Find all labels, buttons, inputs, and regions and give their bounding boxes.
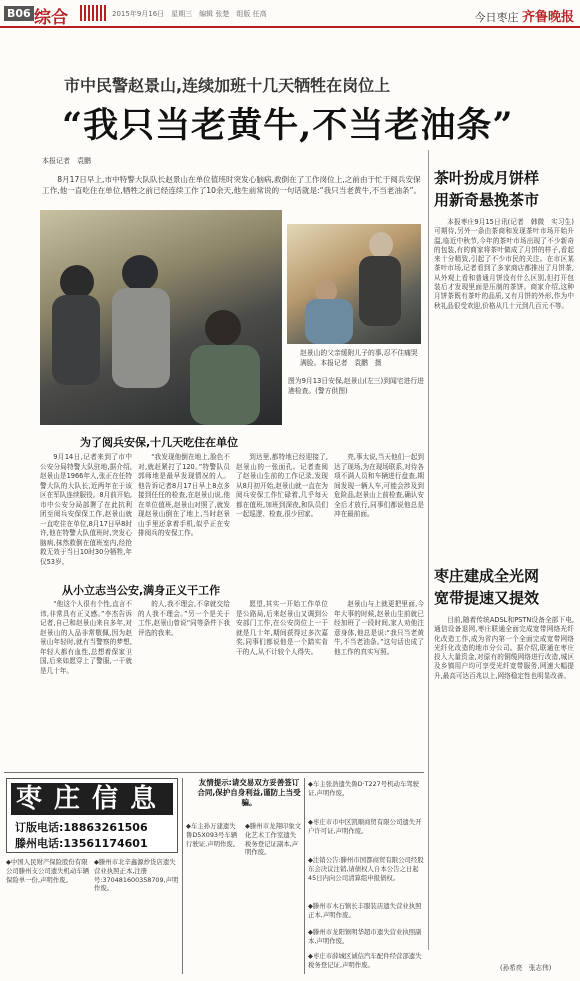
article-column: 的人,我不理会,不拿就交给的人我不理会。”另一个是关于工作,赵景山曾说“同等条件下我评选的我来。 xyxy=(138,600,230,637)
section-rule xyxy=(4,772,424,773)
classified-item: ◆中国人民财产保险股份有限公司滕州支公司遗失机动车辆保险单一份,声明作废。 xyxy=(6,858,90,884)
main-headline: “我只当老黄牛,不当老油条” xyxy=(62,105,514,146)
column-divider xyxy=(304,778,305,974)
article-column: 亮,事太说,当天他们一起到达了现场,为在现场联系,对待各项不满人员和车辆进行盘查,期间发现一辆人车,可能会涉及到危险品,赵景山上前检查,确认安全后才放行,同事们都说他总是冲在最前面。 xyxy=(334,453,424,518)
newspaper-brand: 今日枣庄 齐鲁晚报 xyxy=(474,10,574,25)
classified-banner xyxy=(6,778,178,853)
decorative-bars xyxy=(80,5,108,21)
order-phone: 订版电话:18863261506 xyxy=(15,821,148,834)
classified-item: ◆枣庄市市中区凯顺商贸有限公司遗失开户许可证,声明作废。 xyxy=(308,818,422,835)
broadband-headline-line1: 枣庄建成全光网 xyxy=(434,567,540,585)
byline: 本报记者 袁鹏 xyxy=(42,157,91,165)
section-heading-2: 从小立志当公安,满身正义干工作 xyxy=(62,584,221,597)
classified-item: ◆车主张浩遗失鲁D·T227号机动车驾驶证,声明作废。 xyxy=(308,780,420,797)
classified-title: 枣庄信息 xyxy=(11,783,173,815)
column-divider xyxy=(428,150,429,950)
broadband-author: (孙希亮 张志伟) xyxy=(500,964,552,972)
broadband-article-body: 目前,随着传统ADSL和PSTN设备全部下电,通信设备退网,枣庄联通全面完成宽带网络光纤化改造工作,成为省内第一个全面完成宽带网络光纤化改造的地市分公司。据介绍,联通在枣庄投入大量资金,对原有的铜缆网络进行改造,城区及乡镇用户均可享受光纤宽带服务,网速大幅提升,最高可达百兆以上,网络稳定性也明显改善。 xyxy=(434,616,574,680)
fraud-notice: 友情提示:请交易双方妥善签订合同,保护自身利益,谨防上当受骗。 xyxy=(197,778,301,807)
section-heading-1: 为了阅兵安保,十几天吃住在单位 xyxy=(80,436,239,449)
broadband-headline-line2: 宽带提速又提效 xyxy=(434,589,540,607)
article-column: 愿望,其实一开始工作单位是公路局,后来赵景山又调到公安部门工作,在公安岗位上一干就是几十年,期间获得过多次嘉奖,同事们都说他是一个踏实肯干的人,从不计较个人得失。 xyxy=(236,600,328,656)
photo-caption-father: 赵景山的父亲缓附儿子的事,忍不住痛哭满脸。本报记者 袁鹏 摄 xyxy=(300,349,418,367)
father-grieving-photo xyxy=(287,224,421,344)
classified-item: ◆车主孙万建遗失鲁D5X093号车辆行驶证,声明作废。 xyxy=(186,822,240,848)
article-column: 到达里,都特地已经迎接了,赵景山的一张面孔。记者查阅了赵景山生前的工作记录,发现从8月初开始,赵景山就一直在为阅兵安保工作忙碌着,几乎每天都在值班,加班到深夜,和队员们一起巡逻、检查,很少回家。 xyxy=(236,453,328,518)
article-column: “我发现他倒在地上,脸色不对,就赶紧打了120。”特警队员郭师地是最早发现情况的人。他告诉记者8月17日早上8点多接到任任的检查,在赵景山说,他在单位值班,赵景山对照了,就发现赵景山倒在了地上,当时赵景山手里还拿着手机,似乎正在安排阅兵的安保工作。 xyxy=(138,453,230,537)
classified-item: ◆滕州市龙阳镇明华超市遗失营业执照副本,声明作废。 xyxy=(308,928,422,945)
article-column: 赵景山与上就更把里面,今年大事的时候,赵景山生前就已经加班了一段时间,家人劝他注意身体,他总是说:“我只当老黄牛,不当老油条。”这句话也成了他工作的真实写照。 xyxy=(334,600,424,656)
article-column: “他这个人很有个性,直言不讳,非常具有正义感。”李杰告诉记者,自己和赵景山来自多年,对赵景山的人品非常敬佩,因为赵景山年轻时,就有当警察的梦想,年轻人都有血性,总想着保家卫国,后来如愿穿上了警服,一干就是几十年。 xyxy=(40,600,132,675)
classified-item: ◆滕州市木石镇长丰服装店遗失营业执照正本,声明作废。 xyxy=(308,902,422,919)
issue-meta: 2015年9月16日 星期三 编辑 张楚 组版 任高 xyxy=(112,10,267,18)
classified-item: ◆枣庄市薛城区诚信汽车配件经营部遗失税务登记证,声明作废。 xyxy=(308,952,422,969)
tea-article-body: 本报枣庄9月15日讯(记者 韩微 实习生)可期待,另外一条由茶商和发现茶叶市场开始升温,临近中秋节,今年的茶叶市场出现了不少新奇的包装,有的商家将茶叶做成了月饼的样子,看起来十分精致,引起了不少市民的关注。在市区某茶叶市场,记者看到了多家商店都推出了月饼茶,从外观上看和普通月饼没有什么区别,但打开包装后才发现里面是压制的茶饼。商家介绍,这种月饼茶既有茶叶的品质,又有月饼的外形,作为中秋礼品很受欢迎,价格从几十元到几百元不等。 xyxy=(434,218,574,310)
police-officers-photo xyxy=(40,210,282,425)
classified-item: ◆滕州市龙翔印象文化艺术工作室遗失税务登记证副本,声明作废。 xyxy=(245,822,302,857)
column-divider xyxy=(182,778,183,974)
sub-headline: 市中民警赵景山,连续加班十几天牺牲在岗位上 xyxy=(64,76,391,95)
tea-headline-line1: 茶叶扮成月饼样 xyxy=(434,169,540,187)
photo-caption-police: 图为9月13日安保,赵景山(左三)到闻宅进行进港检查。(警方供图) xyxy=(288,377,424,395)
lead-paragraph: 8月17日早上,市中特警大队队长赵景山在单位值班时突发心脑病,救倒在了工作岗位上,之前由于忙于阅兵安保工作,他一直吃住在单位,牺牲之前已经连续工作了10余天,他生前常说的一句话就是:“我只当老黄牛,不当老油条”。 xyxy=(42,175,422,195)
article-column: 9月14日,记者来到了市中公安分局特警大队驻地,据介绍,赵景山是1966年人,张正在任特警大队的大队长,近两年在于该区在军队连续服役。8月前开始,市中公安分局部署了在此抗利团至阅兵安保保工作,赵景山就一直吃住在单位,8月17日早8时许,他在特警大队值班时,突发心脑病,抹然救倒在值班室内,经抢救无效于当日10时30分牺牲,年仅53岁。 xyxy=(40,453,132,565)
classified-item: ◆滕州市北辛鑫源炒货店遗失营业执照正本,注册号:370481600358709,声明作废。 xyxy=(94,858,179,893)
page-header xyxy=(0,0,580,28)
classified-item: ◆注销公告:滕州市国都商贸有限公司经股东会决议注销,请债权人自本公告之日起45日内向公司清算组申报债权。 xyxy=(308,856,424,882)
tengzhou-phone: 滕州电话:13561174601 xyxy=(15,837,148,850)
page-number: B06 xyxy=(4,6,34,21)
section-title: 综合 xyxy=(34,8,68,28)
tea-headline-line2: 用新奇悬挽茶市 xyxy=(434,191,540,209)
